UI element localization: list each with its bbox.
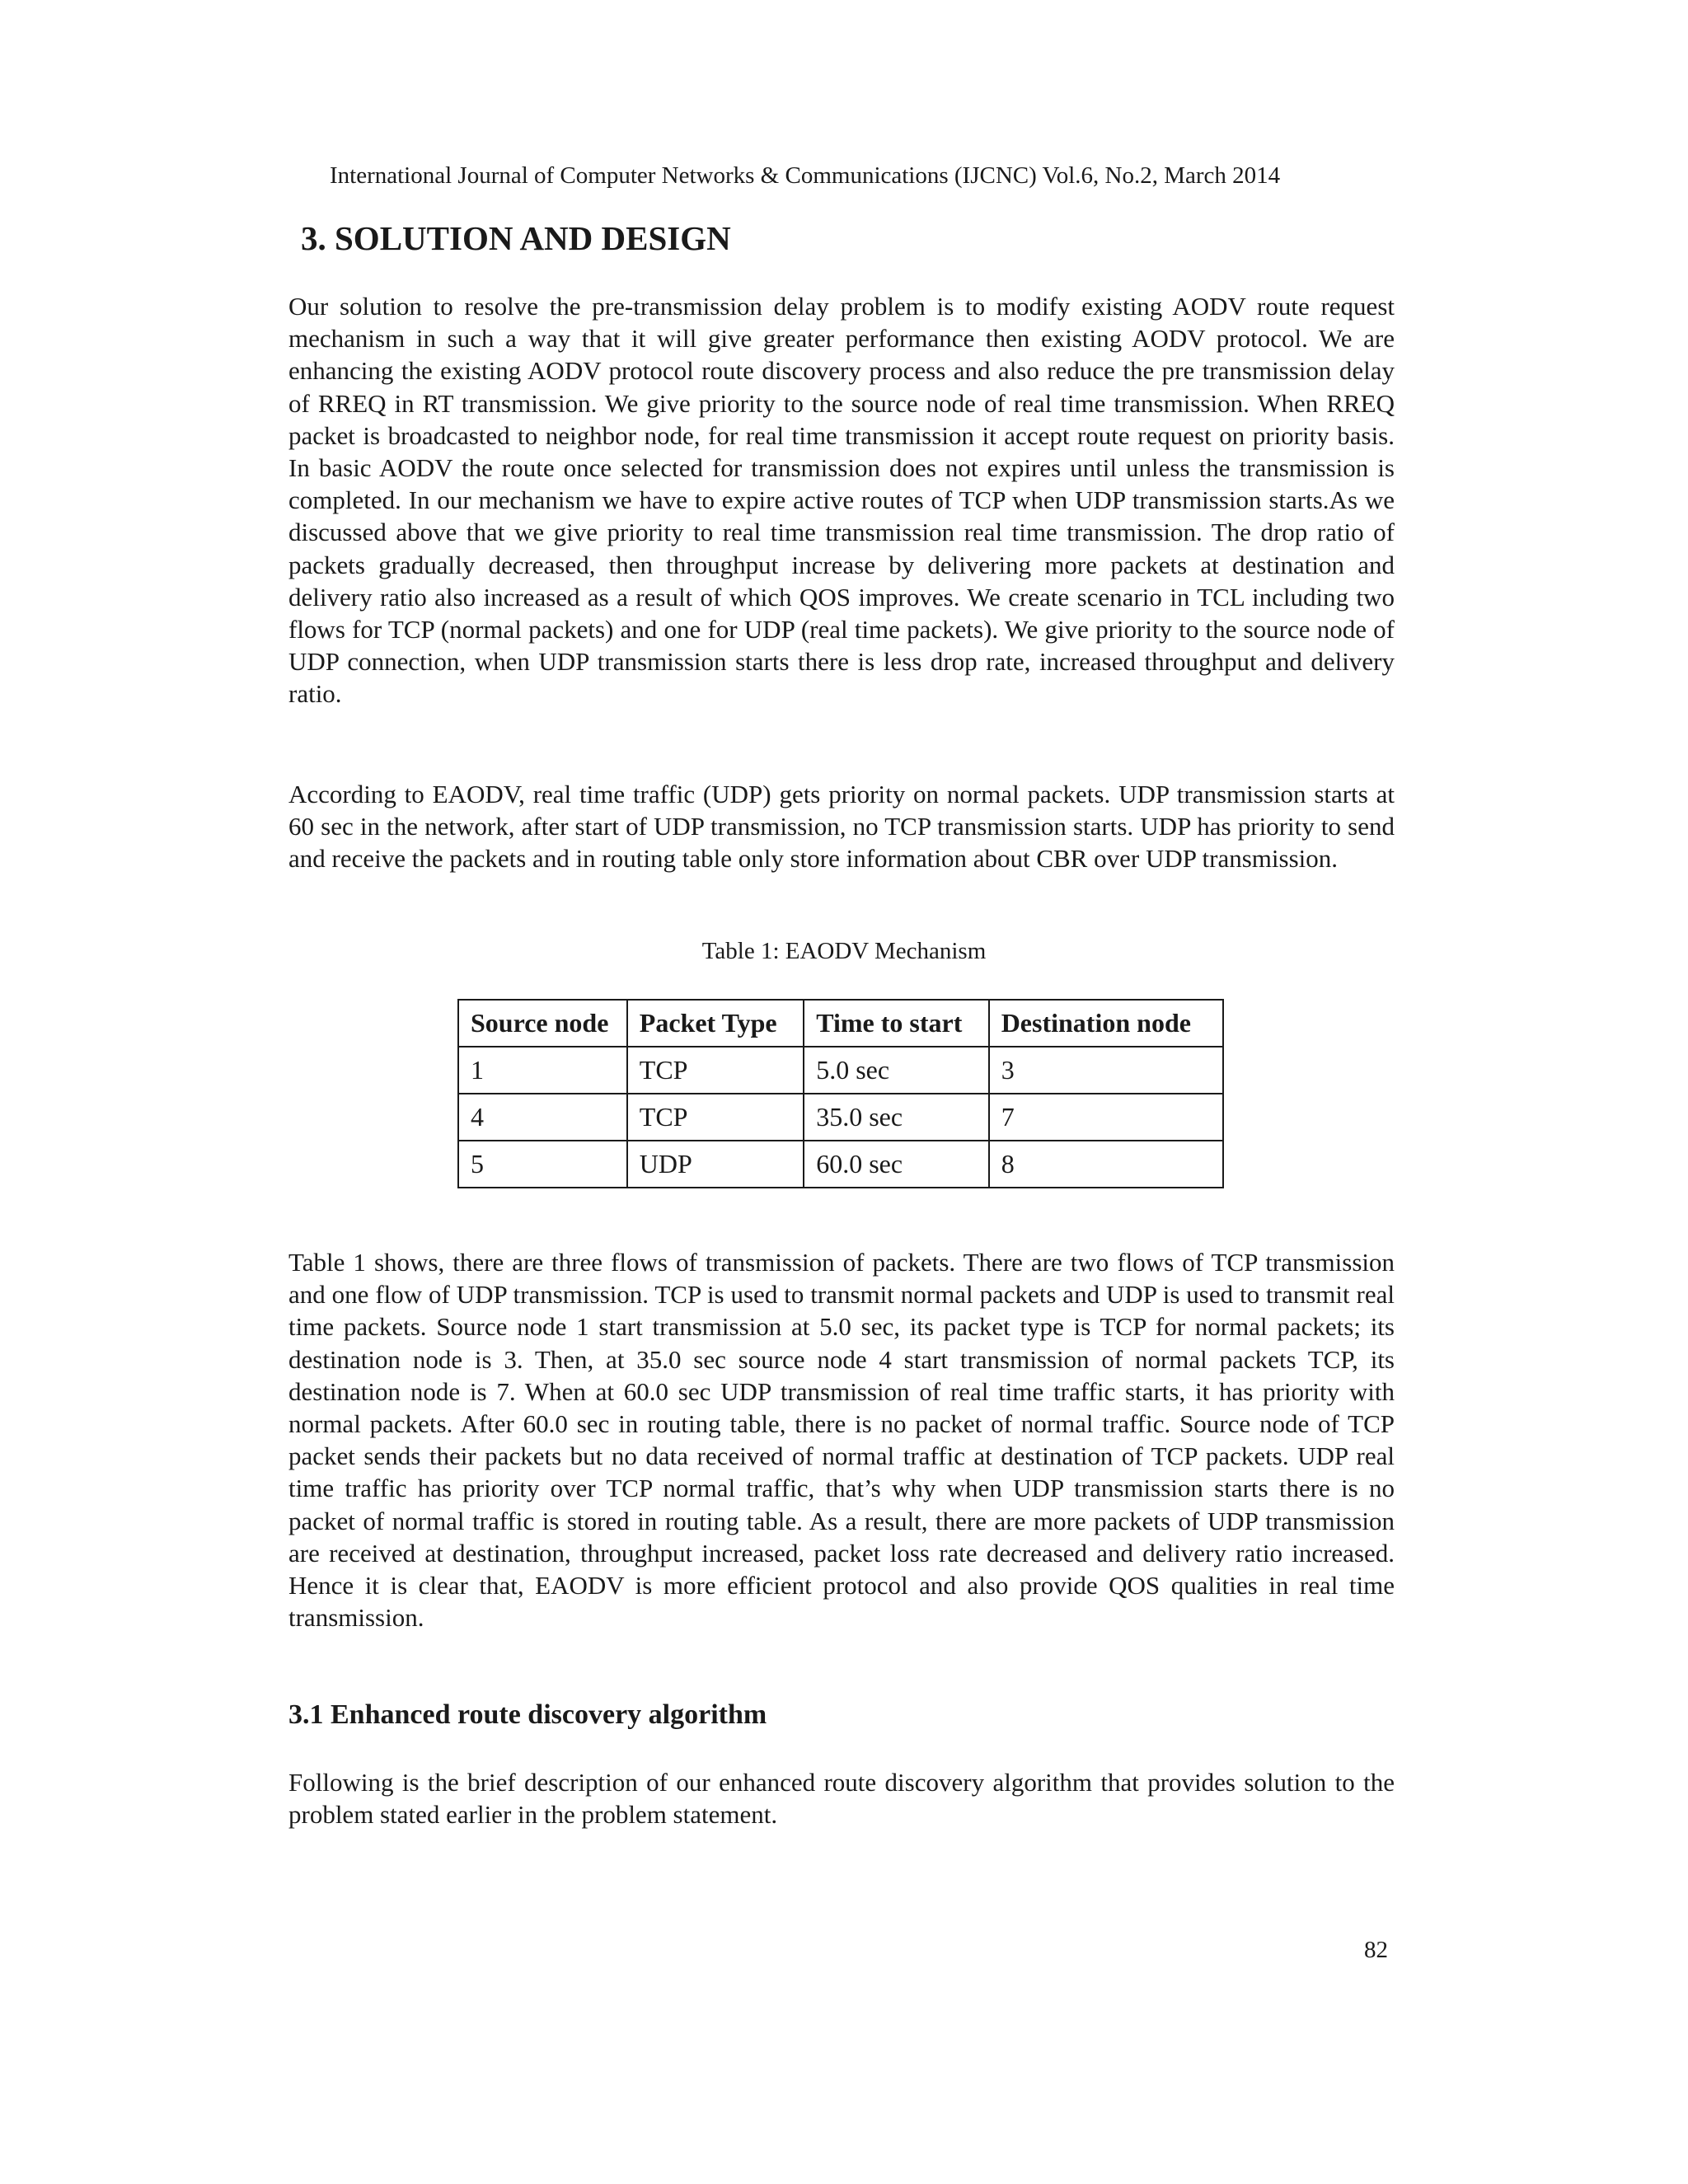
table-cell: 3: [989, 1047, 1223, 1094]
table-cell: 60.0 sec: [804, 1141, 988, 1188]
table-cell: UDP: [627, 1141, 804, 1188]
paragraph-algorithm-intro: Following is the brief description of our enhanced route discovery algorithm that provides solution to the problem stated earlier in the problem statement.: [288, 1768, 1395, 1830]
paragraph-table-discussion: Table 1 shows, there are three flows of transmission of packets. There are two flows of TCP transmission and one flow of UDP transmission. TCP is used to transmit normal packets and UDP is used to transmit real time packets. Source node 1 start transmission at 5.0 sec, its packet type is TCP for normal packets; its destination node is 3. Then, at 35.0 sec source node 4 start transmission of normal packets TCP, its destination node is 7. When at 60.0 sec UDP transmission of real time traffic starts, it has priority with normal packets. After 60.0 sec in routing table, there is no packet of normal traffic. Source node of TCP packet sends their packets but no data received of normal traffic at destination of TCP packets. UDP real time traffic has priority over TCP normal traffic, that’s why when UDP transmission starts there is no packet of normal traffic is stored in routing table. As a result, there are more packets of UDP transmission are received at destination, throughput increased, packet loss rate decreased and delivery ratio increased. Hence it is clear that, EAODV is more efficient protocol and also provide QOS qualities in real time transmission.: [288, 1248, 1395, 1633]
paragraph-solution: Our solution to resolve the pre-transmission delay problem is to modify existing AODV route request mechanism in such a way that it will give greater performance then existing AODV protocol. We are enhancing the existing AODV protocol route discovery process and also reduce the pre transmission delay of RREQ in RT transmission. We give priority to the source node of real time transmission. When RREQ packet is broadcasted to neighbor node, for real time transmission it accept route request on priority basis. In basic AODV the route once selected for transmission does not expires until unless the transmission is completed. In our mechanism we have to expire active routes of TCP when UDP transmission starts.As we discussed above that we give priority to real time transmission real time transmission. The drop ratio of packets gradually decreased, then throughput increase by delivering more packets at destination and delivery ratio also increased as a result of which QOS improves. We create scenario in TCL including two flows for TCP (normal packets) and one for UDP (real time packets). We give priority to the source node of UDP connection, when UDP transmission starts there is less drop rate, increased throughput and delivery ratio.: [288, 292, 1395, 709]
subsection-heading: 3.1 Enhanced route discovery algorithm: [288, 1699, 767, 1730]
column-header: Source node: [458, 1000, 627, 1047]
table-header-row: [458, 1000, 1223, 1047]
table-cell: 4: [458, 1094, 627, 1141]
table-caption: Table 1: EAODV Mechanism: [701, 938, 987, 964]
table-cell: 1: [458, 1047, 627, 1094]
page-number: 82: [1364, 1937, 1388, 1963]
table-cell: 5.0 sec: [804, 1047, 988, 1094]
column-header: Destination node: [989, 1000, 1223, 1047]
table-cell: TCP: [627, 1047, 804, 1094]
section-heading: 3. SOLUTION AND DESIGN: [301, 219, 731, 257]
paragraph-eaodv: According to EAODV, real time traffic (UDP) gets priority on normal packets. UDP transmission starts at 60 sec in the network, after start of UDP transmission, no TCP transmission starts. UDP has priority to send and receive the packets and in routing table only store information about CBR over UDP transmission.: [288, 780, 1395, 874]
running-header: International Journal of Computer Networks & Communications (IJCNC) Vol.6, No.2, March 2014: [330, 162, 1281, 189]
table-cell: 5: [458, 1141, 627, 1188]
table-cell: TCP: [627, 1094, 804, 1141]
table-cell: 8: [989, 1141, 1223, 1188]
table-row: [458, 1141, 1223, 1188]
table-row: [458, 1047, 1223, 1094]
table-cell: 7: [989, 1094, 1223, 1141]
eaodv-mechanism-table: [457, 999, 1224, 1188]
column-header: Packet Type: [627, 1000, 804, 1047]
column-header: Time to start: [804, 1000, 988, 1047]
table-cell: 35.0 sec: [804, 1094, 988, 1141]
table-row: [458, 1094, 1223, 1141]
